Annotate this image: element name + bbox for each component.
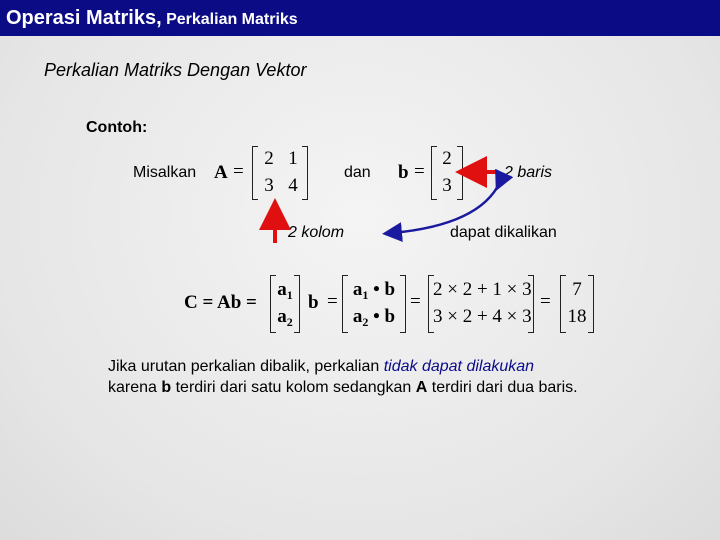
col-a1 [273, 279, 297, 303]
note-2-a: karena [108, 379, 162, 396]
matrix-a-cell: 4 [288, 175, 298, 196]
col-a1-sub: 1 [286, 288, 293, 302]
title-sub: Perkalian Matriks [166, 11, 298, 28]
col-a2 [273, 306, 297, 330]
dot-r1-b: b [384, 279, 396, 300]
dot-r2-a: a [352, 306, 363, 327]
result-cell: 7 [572, 279, 582, 300]
note-2-d: A [415, 379, 428, 396]
note-1-highlight: tidak dapat dilakukan [383, 358, 535, 375]
misalkan-text: Misalkan [133, 164, 197, 181]
title-main: Operasi Matriks, [6, 7, 162, 29]
eq-3: = [540, 291, 551, 312]
section-subtitle: Perkalian Matriks Dengan Vektor [44, 60, 307, 80]
dot-r2-op: • [373, 306, 380, 327]
dot-r1-sub: 1 [362, 288, 369, 302]
dot-r1-op: • [373, 279, 380, 300]
vector-b-cell: 2 [442, 148, 452, 169]
matrix-a-cell: 3 [264, 175, 274, 196]
dot-row-2 [347, 306, 401, 330]
result-cell: 18 [567, 306, 587, 327]
col-a2-letter: a [277, 306, 287, 327]
eq-b: = [414, 161, 425, 182]
equation-lhs: C = Ab = [184, 292, 257, 313]
eq-a: = [233, 161, 244, 182]
expand-row-2: 3 × 2 + 4 × 3 [433, 306, 532, 327]
dan-text: dan [344, 164, 371, 181]
column-a-matrix [270, 275, 300, 333]
matrix-a-cell: 1 [288, 148, 298, 169]
note-2-c: terdiri dari satu kolom sedangkan [171, 379, 416, 396]
annotation-multipliable: dapat dikalikan [450, 224, 557, 241]
vector-b-cell: 3 [442, 175, 452, 196]
expanded-matrix [428, 275, 534, 333]
dot-row-1 [347, 279, 401, 303]
dot-r2-sub: 2 [362, 315, 369, 329]
annotation-rows: 2 baris [504, 164, 553, 181]
blue-curved-arrow [392, 182, 500, 233]
vector-b-name: b [398, 162, 409, 183]
annotation-cols: 2 kolom [288, 224, 345, 241]
dot-product-matrix [342, 275, 406, 333]
eq-1: = [327, 291, 338, 312]
note-line-2 [108, 379, 578, 397]
note-2-b: b [161, 379, 172, 396]
example-label: Contoh: [86, 119, 148, 136]
dot-r2-b: b [384, 306, 396, 327]
col-a1-letter: a [277, 279, 287, 300]
result-matrix [560, 275, 594, 333]
eq-2: = [410, 291, 421, 312]
expand-row-1: 2 × 2 + 1 × 3 [433, 279, 532, 300]
note-line-1 [108, 358, 534, 376]
dot-r1-a: a [352, 279, 363, 300]
matrix-a-name: A [214, 162, 228, 183]
note-1-text: Jika urutan perkalian dibalik, perkalian [108, 358, 384, 375]
matrix-a-cell: 2 [264, 148, 274, 169]
equation-b: b [308, 292, 319, 313]
col-a2-sub: 2 [286, 315, 293, 329]
note-2-e: terdiri dari dua baris. [427, 379, 578, 396]
